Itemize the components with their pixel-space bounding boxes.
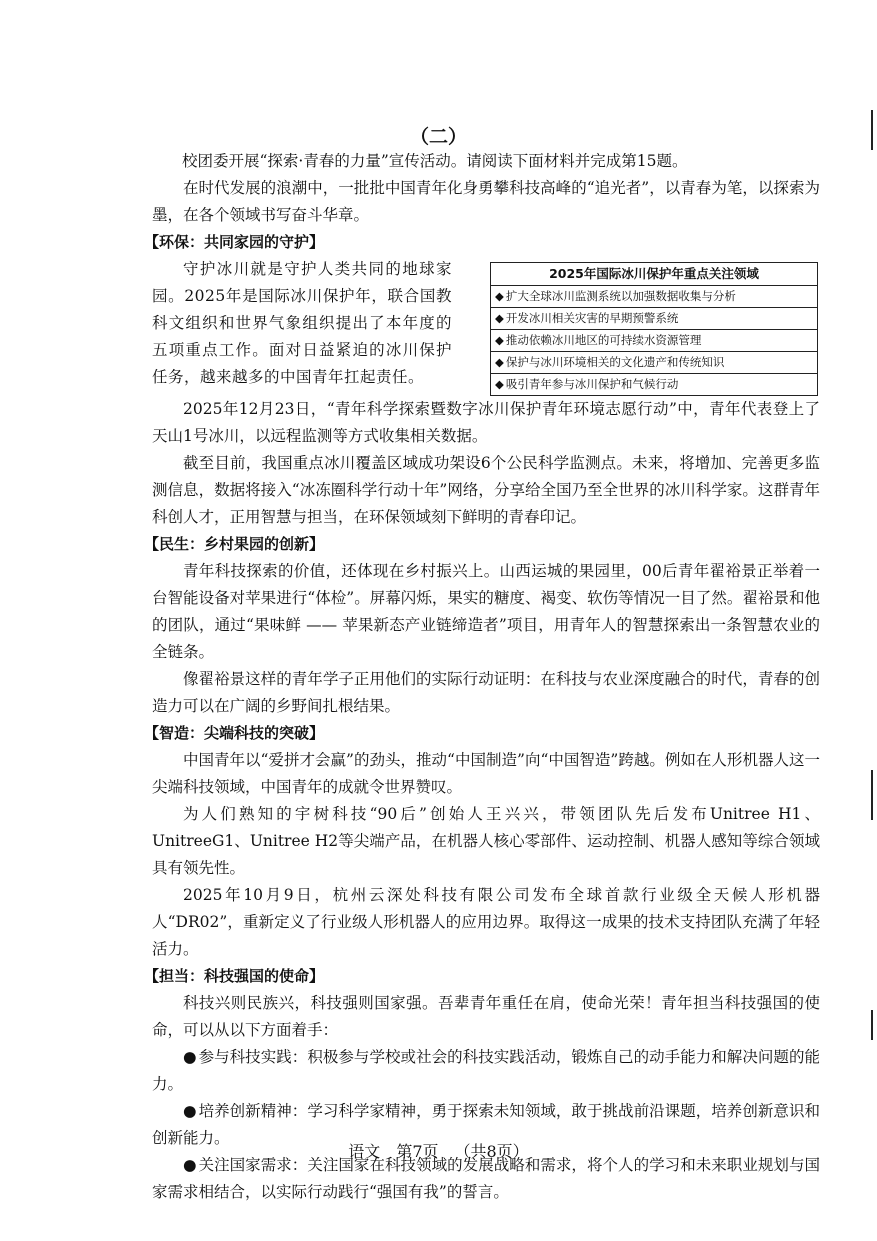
- bullet-item: ● 参与科技实践：积极参与学校或社会的科技实践活动，锻炼自己的动手能力和解决问题的能力。: [152, 1044, 820, 1098]
- table-title: 2025年国际冰川保护年重点关注领域: [491, 263, 817, 286]
- scan-edge-mark: [871, 770, 873, 820]
- bullet-item: ● 培养创新精神：学习科学家精神，勇于探索未知领域，敢于挑战前沿课题，培养创新意识和创新能力。: [152, 1098, 820, 1152]
- table-row: ◆ 开发冰川相关灾害的早期预警系统: [491, 308, 817, 330]
- bullet-item: ● 关注国家需求：关注国家在科技领域的发展战略和需求，将个人的学习和未来职业规划与国家需求相结合，以实际行动践行“强国有我”的誓言。: [152, 1152, 820, 1206]
- paragraph: 中国青年以“爱拼才会赢”的劲头，推动“中国制造”向“中国智造”跨越。例如在人形机器人这一尖端科技领域，中国青年的成就令世界赞叹。: [152, 751, 820, 796]
- paragraph: 青年科技探索的价值，还体现在乡村振兴上。山西运城的果园里，00后青年翟裕景正举着一台智能设备对苹果进行“体检”。屏幕闪烁，果实的糖度、褐变、软伤等情况一目了然。翟裕景和他的团队，通过“果味鲜 —— 苹果新态产业链缔造者”项目，用青年人的智慧探索出一条智慧农业的全链条。: [152, 562, 820, 661]
- table-row: ◆ 保护与冰川环境相关的文化遗产和传统知识: [491, 352, 817, 374]
- page-footer: [0, 1139, 877, 1162]
- paragraph: 守护冰川就是守护人类共同的地球家园。2025年是国际冰川保护年，联合国教科文组织和世界气象组织提出了本年度的五项重点工作。面对日益紧迫的冰川保护任务，越来越多的中国青年扛起责任。: [152, 260, 452, 386]
- paragraph: 像翟裕景这样的青年学子正用他们的实际行动证明：在科技与农业深度融合的时代，青春的创造力可以在广阔的乡野间扎根结果。: [152, 670, 820, 715]
- intro-instruction: 校团委开展“探索·青春的力量”宣传活动。请阅读下面材料并完成第15题。: [182, 152, 688, 170]
- section-environment-wrap: [152, 256, 820, 396]
- footer-subject: 语文: [348, 1142, 381, 1161]
- section-heading-livelihood: 【民生：乡村果园的创新】: [144, 535, 325, 553]
- intro-paragraph: 在时代发展的浪潮中，一批批中国青年化身勇攀科技高峰的“追光者”，以青春为笔，以探索为墨，在各个领域书写奋斗华章。: [152, 179, 820, 224]
- paragraph: 2025年10月9日，杭州云深处科技有限公司发布全球首款行业级全天候人形机器人“DR02”，重新定义了行业级人形机器人的应用边界。取得这一成果的技术支持团队充满了年轻活力。: [152, 886, 820, 958]
- footer-total: （共8页）: [454, 1142, 529, 1161]
- section-heading-manufacturing: 【智造：尖端科技的突破】: [144, 724, 325, 742]
- paragraph: 2025年12月23日，“青年科学探索暨数字冰川保护青年环境志愿行动”中，青年代表登上了天山1号冰川，以远程监测等方式收集相关数据。: [152, 400, 820, 445]
- section-heading-responsibility: 【担当：科技强国的使命】: [144, 967, 325, 985]
- scan-edge-mark: [871, 110, 873, 150]
- scan-edge-mark: [871, 1010, 873, 1040]
- paragraph: 为人们熟知的宇树科技“90后”创始人王兴兴，带领团队先后发布Unitree H1、UnitreeG1、Unitree H2等尖端产品，在机器人核心零部件、运动控制、机器人感知等综合领域具有领先性。: [152, 805, 820, 877]
- table-row: ◆ 推动依赖冰川地区的可持续水资源管理: [491, 330, 817, 352]
- reading-material: [144, 148, 820, 1206]
- footer-page: 第7页: [396, 1142, 439, 1161]
- paragraph: 科技兴则民族兴，科技强则国家强。吾辈青年重任在肩，使命光荣！青年担当科技强国的使命，可以从以下方面着手：: [152, 994, 820, 1039]
- section-heading-environment: 【环保：共同家园的守护】: [144, 233, 325, 251]
- table-row: ◆ 吸引青年参与冰川保护和气候行动: [491, 374, 817, 395]
- section-title: （二）: [409, 126, 467, 148]
- table-row: ◆ 扩大全球冰川监测系统以加强数据收集与分析: [491, 286, 817, 308]
- glacier-focus-table: [490, 262, 818, 396]
- paragraph: 截至目前，我国重点冰川覆盖区域成功架设6个公民科学监测点。未来，将增加、完善更多监测信息，数据将接入“冰冻圈科学行动十年”网络，分享给全国乃至全世界的冰川科学家。这群青年科创人才，正用智慧与担当，在环保领域刻下鲜明的青春印记。: [152, 454, 820, 526]
